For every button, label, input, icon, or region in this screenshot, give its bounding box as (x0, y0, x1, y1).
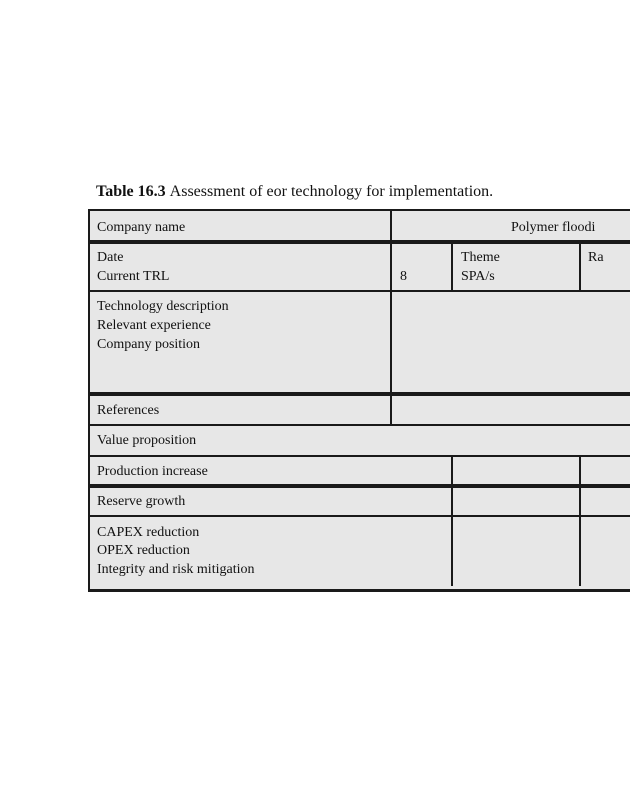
row-divider (90, 392, 630, 396)
row-divider (90, 240, 630, 244)
col-divider (451, 456, 453, 586)
truncated-header: Ra (588, 250, 604, 265)
theme-label: Theme (461, 250, 500, 265)
references-label: References (97, 403, 160, 418)
technology-description-label: Technology description (97, 299, 229, 314)
capex-reduction-label: CAPEX reduction (97, 525, 200, 540)
production-increase-label: Production increase (97, 464, 208, 479)
company-name-label: Company name (97, 220, 186, 235)
row-divider (90, 424, 630, 426)
reserve-growth-label: Reserve growth (97, 494, 186, 509)
row-divider (90, 290, 630, 292)
current-trl-label: Current TRL (97, 269, 170, 284)
row-divider (90, 455, 630, 457)
company-position-label: Company position (97, 337, 201, 352)
col-divider (390, 243, 392, 393)
col-divider (579, 456, 581, 586)
integrity-label: Integrity and risk mitigation (97, 562, 255, 577)
row-divider (90, 484, 630, 488)
date-label: Date (97, 250, 124, 265)
table-title: Assessment of eor technology for implementation. (169, 183, 494, 200)
value-proposition-label: Value proposition (97, 433, 197, 448)
row-divider (90, 515, 630, 517)
col-divider (390, 211, 392, 241)
spa-label: SPA/s (461, 269, 495, 284)
table-caption (96, 183, 493, 201)
col-divider (390, 395, 392, 425)
current-trl-value: 8 (400, 269, 407, 284)
col-divider (451, 243, 453, 291)
col-divider (579, 243, 581, 291)
company-name-value: Polymer floodi (511, 220, 596, 235)
opex-reduction-label: OPEX reduction (97, 543, 190, 558)
assessment-table (88, 209, 630, 592)
relevant-experience-label: Relevant experience (97, 318, 211, 333)
table-number: Table 16.3 (96, 183, 166, 200)
